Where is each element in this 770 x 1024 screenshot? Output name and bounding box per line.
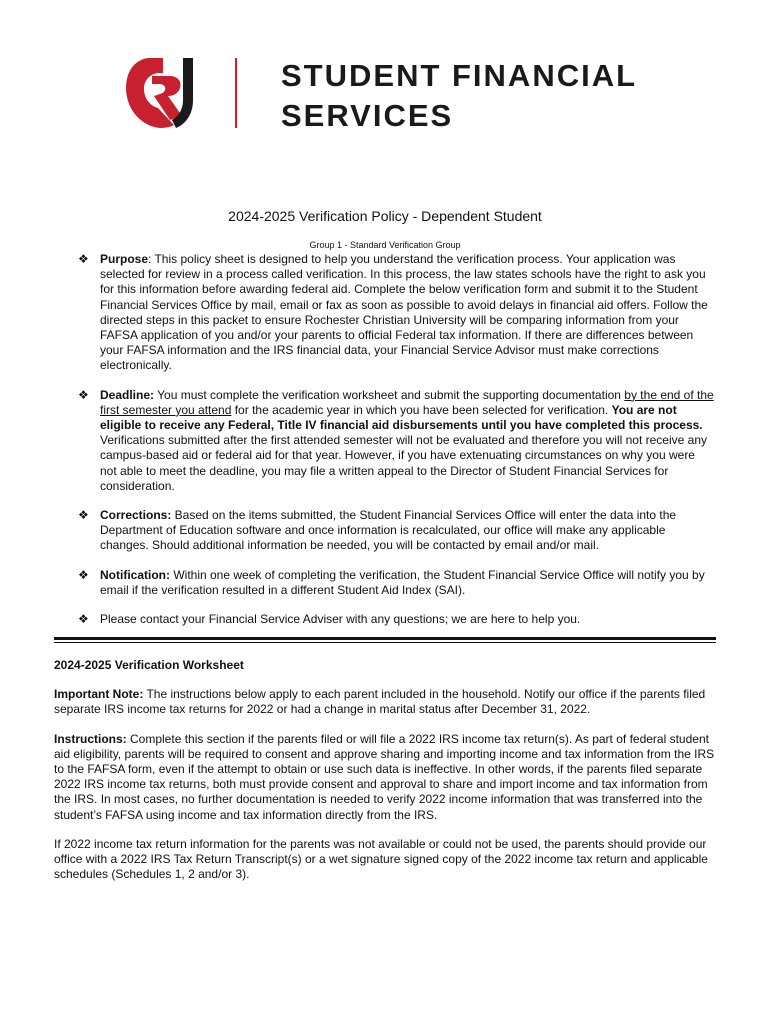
diamond-bullet-icon: ❖ bbox=[78, 612, 89, 627]
worksheet-section bbox=[54, 658, 718, 896]
worksheet-title: 2024-2025 Verification Worksheet bbox=[54, 658, 244, 672]
important-note-text: The instructions below apply to each parent included in the household. Notify our office if the parents filed separate IRS income tax returns for 2022 or had a change in marital status after December 31, 2022. bbox=[54, 687, 706, 717]
purpose-label: Purpose bbox=[100, 252, 149, 266]
instructions-text: Complete this section if the parents filed or will file a 2022 IRS income tax return(s). As part of federal student aid eligibility, parents will be required to consent and approve sharing and importing income and tax information from the IRS to the FAFSA form, even if the attempt to obtain or use such data is ineffective. In other words, if the parents filed separate 2022 IRS income tax returns, both must provide consent and approval to share and import income and tax information from the IRS. In most cases, no further documentation is needed to verify 2022 income information that was transferred into the student’s FAFSA using income and tax information directly from the IRS. bbox=[54, 731, 715, 822]
important-note-label: Important Note: bbox=[54, 687, 144, 702]
document-title: 2024-2025 Verification Policy - Dependent Student bbox=[228, 208, 542, 224]
page-header bbox=[0, 0, 770, 140]
notification-label: Notification: bbox=[100, 567, 170, 582]
deadline-text-1: You must complete the verification worksheet and submit the supporting documentation bbox=[154, 387, 625, 402]
policy-deadline bbox=[78, 388, 714, 494]
brand-line-2: SERVICES bbox=[281, 98, 454, 133]
header-divider bbox=[235, 58, 237, 128]
deadline-underlined: by the end of the first semester you attend bbox=[100, 387, 714, 417]
diamond-bullet-icon: ❖ bbox=[78, 508, 89, 523]
policy-contact bbox=[78, 612, 714, 627]
corrections-text: Based on the items submitted, the Student Financial Services Office will enter the data into the Department of Education software and once information is recalculated, our office will make any applicable changes. Should additional information be needed, you will be contacted by email and/or mail. bbox=[100, 508, 677, 553]
instructions-label: Instructions: bbox=[54, 731, 127, 746]
deadline-bold: You are not eligible to receive any Federal, Title IV financial aid disbursements until you have completed this process. bbox=[100, 402, 703, 433]
document-subtitle: Group 1 - Standard Verification Group bbox=[309, 240, 461, 250]
deadline-label: Deadline: bbox=[100, 387, 155, 402]
instructions bbox=[54, 732, 718, 823]
brand-name bbox=[281, 56, 637, 136]
deadline-text-3: Verifications submitted after the first attended semester will not be evaluated and therefore you will not receive any campus-based aid or federal aid for that year. However, if you have extenuating circumstances on why you were not able to meet the deadline, you may file a written appeal to the Director of Student Financial Services for consideration. bbox=[100, 433, 707, 493]
diamond-bullet-icon: ❖ bbox=[78, 387, 89, 402]
section-divider-thick bbox=[54, 637, 716, 640]
policy-list bbox=[78, 252, 714, 641]
diamond-bullet-icon: ❖ bbox=[78, 252, 89, 266]
diamond-bullet-icon: ❖ bbox=[78, 567, 89, 582]
university-logo-icon bbox=[126, 56, 196, 130]
corrections-label: Corrections: bbox=[100, 508, 172, 523]
contact-text: Please contact your Financial Service Adviser with any questions; we are here to help you. bbox=[100, 612, 581, 627]
notification-text: Within one week of completing the verification, the Student Financial Service Office will notify you by email if the verification resulted in a different Student Aid Index (SAI). bbox=[100, 567, 705, 597]
deadline-text-2: for the academic year in which you have been selected for verification. bbox=[231, 402, 612, 417]
policy-notification bbox=[78, 568, 714, 598]
brand-line-1: STUDENT FINANCIAL bbox=[281, 58, 638, 93]
purpose-text: : This policy sheet is designed to help you understand the verification process. Your application was selected for review in a process called verification. In this process, the law states schools have the right to ask you for this information before awarding federal aid. Complete the below verification form and submit it to the Student Financial Services Office by mail, email or fax as soon as possible to avoid delays in financial aid offers. Follow the directed steps in this packet to ensure Rochester Christian University will be comparing information from your FAFSA application of you and/or your parents to official Federal tax information. If there are differences between your FAFSA information and the IRS financial data, your Financial Service Advisor must make corrections electronically. bbox=[100, 252, 708, 373]
policy-corrections bbox=[78, 508, 714, 554]
section-divider-thin bbox=[54, 642, 716, 643]
policy-purpose bbox=[78, 252, 714, 374]
important-note bbox=[54, 687, 718, 717]
worksheet-final-paragraph: If 2022 income tax return information for the parents was not available or could not be used, the parents should provide our office with a 2022 IRS Tax Return Transcript(s) or a wet signature signed copy of the 2022 income tax return and applicable schedules (Schedules 1, 2 and/or 3). bbox=[54, 836, 708, 882]
